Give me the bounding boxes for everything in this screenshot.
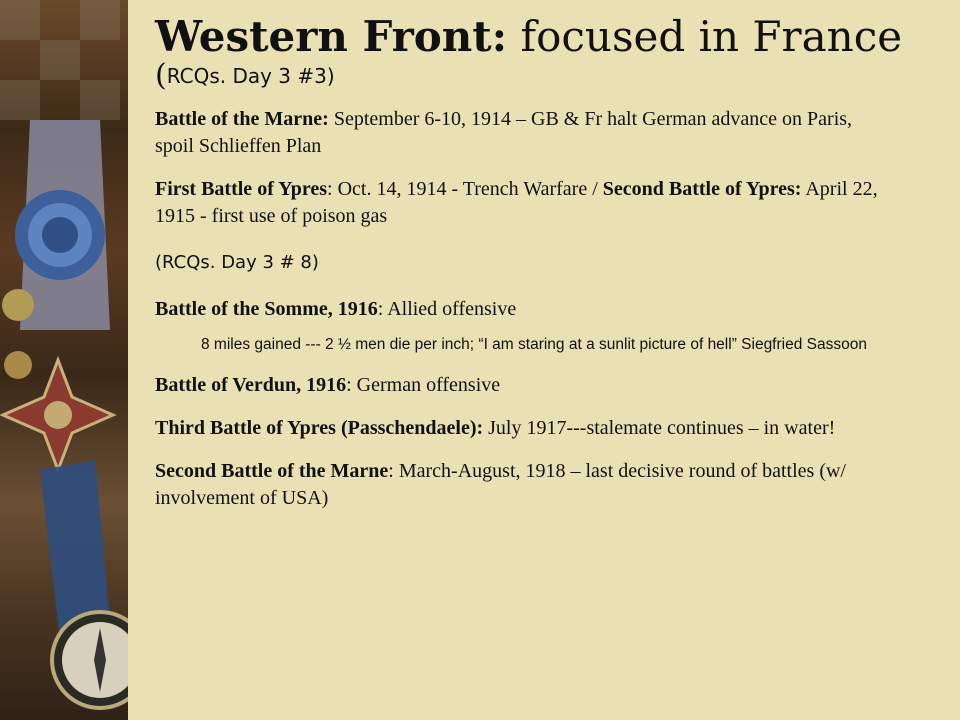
bullet-text: : March-August, 1918 – last decisive round of battles (w/ involvement of USA) [155,460,846,509]
bullet-ypres [155,176,895,230]
bullet-text: July 1917---stalemate continues – in water! [483,417,836,439]
bullet-marne [155,106,895,160]
title-bold: Western Front: [155,12,508,61]
subtitle-text: RCQs. Day 3 #3) [166,64,335,88]
bullet-label-2: Second Battle of Ypres: [602,178,802,200]
bullet-text: : German offensive [346,374,501,396]
subtitle-paren: ( [155,58,167,93]
bullet-text: : Allied offensive [377,298,517,320]
medal-illustration [0,0,128,720]
bullet-label: Battle of the Marne: [155,108,329,130]
slide-content [155,12,903,512]
bullet-label: Second Battle of the Marne [155,460,389,482]
rcq-note: (RCQs. Day 3 # 8) [155,252,319,273]
bullet-label: Battle of the Somme, 1916 [155,298,378,320]
slide-title [155,12,903,62]
bullet-text: : Oct. 14, 1914 - Trench Warfare / [327,178,603,200]
bullet-text-2: April 22, 1915 - first use of poison gas [155,178,878,227]
somme-quote: 8 miles gained --- 2 ½ men die per inch; “I am staring at a sunlit picture of hell” Siegfried Sassoon [201,336,867,353]
bullet-verdun [155,372,895,399]
bullet-label: Third Battle of Ypres (Passchendaele): [155,417,484,439]
title-rest: focused in France [507,12,903,61]
bullet-text: September 6-10, 1914 – GB & Fr halt German advance on Paris, spoil Schlieffen Plan [155,108,853,157]
bullet-label: First Battle of Ypres [155,178,328,200]
bullet-second-marne [155,458,895,512]
decorative-sidebar [0,0,128,720]
bullet-somme [155,296,895,323]
subtitle [155,58,895,93]
bullet-passchendaele [155,415,895,442]
bullet-label: Battle of Verdun, 1916 [155,374,347,396]
